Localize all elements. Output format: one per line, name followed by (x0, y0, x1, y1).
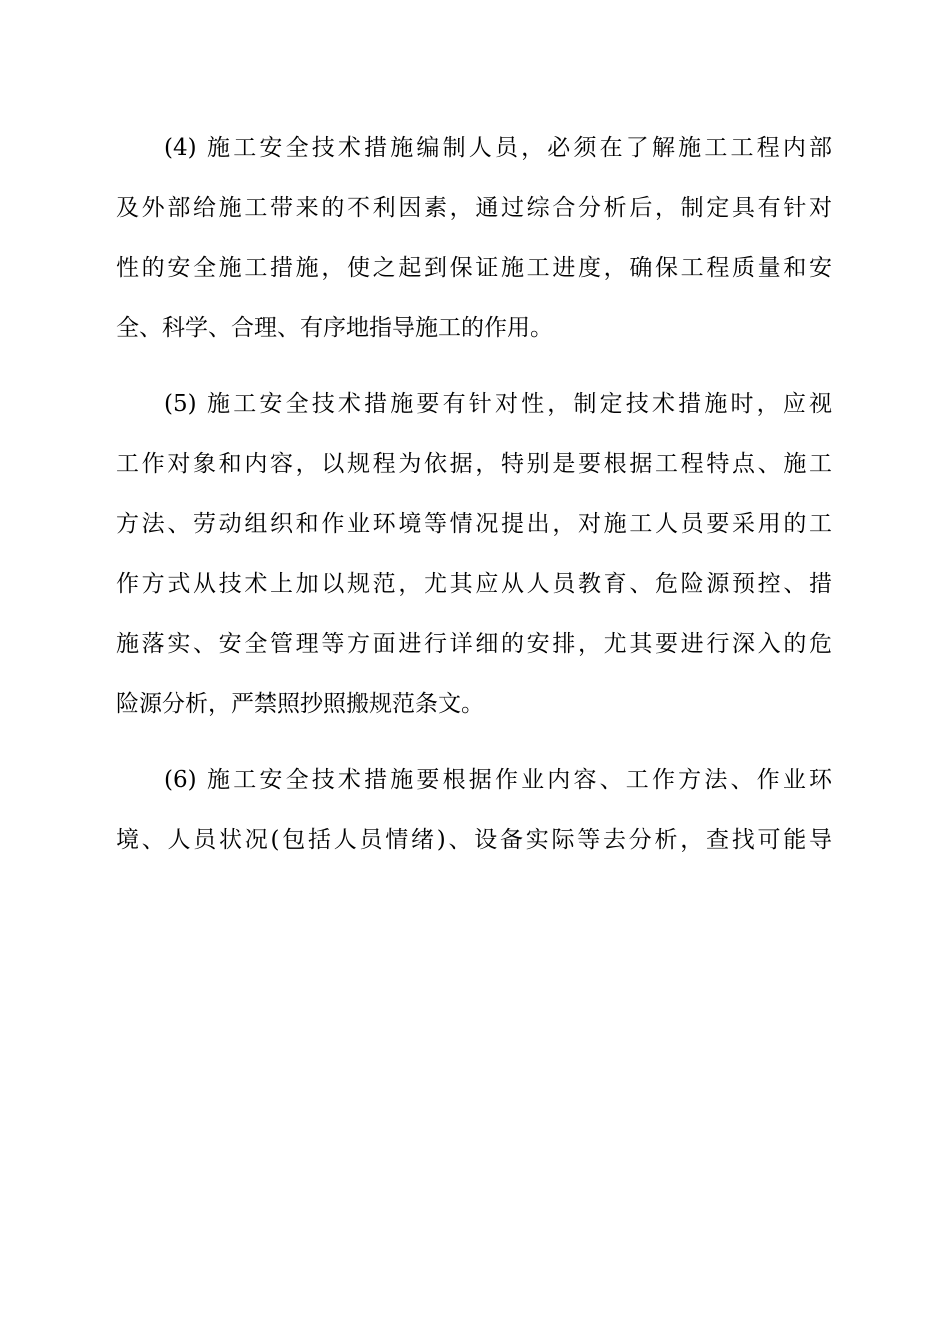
text-line: (6) 施工安全技术措施要根据作业内容、工作方法、作业环 (164, 767, 832, 793)
text-line: (5) 施工安全技术措施要有针对性，制定技术措施时，应视 (164, 391, 832, 417)
text-line: 险源分析，严禁照抄照搬规范条文。 (116, 691, 484, 717)
text-line: 方法、劳动组织和作业环境等情况提出，对施工人员要采用的工 (116, 511, 832, 537)
text-line: 作方式从技术上加以规范，尤其应从人员教育、危险源预控、措 (116, 571, 832, 597)
text-line: 及外部给施工带来的不利因素，通过综合分析后，制定具有针对 (116, 195, 832, 221)
document-body (116, 118, 832, 870)
text-line: 工作对象和内容，以规程为依据，特别是要根据工程特点、施工 (116, 451, 832, 477)
text-line: 性的安全施工措施，使之起到保证施工进度，确保工程质量和安 (116, 255, 832, 281)
text-line: (4) 施工安全技术措施编制人员，必须在了解施工工程内部 (164, 135, 832, 161)
paragraph-4 (116, 118, 832, 358)
paragraph-6 (116, 750, 832, 870)
text-line: 施落实、安全管理等方面进行详细的安排，尤其要进行深入的危 (116, 631, 832, 657)
text-line: 全、科学、合理、有序地指导施工的作用。 (116, 315, 553, 341)
text-line: 境、人员状况(包括人员情绪)、设备实际等去分析，查找可能导 (116, 827, 832, 853)
paragraph-5 (116, 374, 832, 734)
